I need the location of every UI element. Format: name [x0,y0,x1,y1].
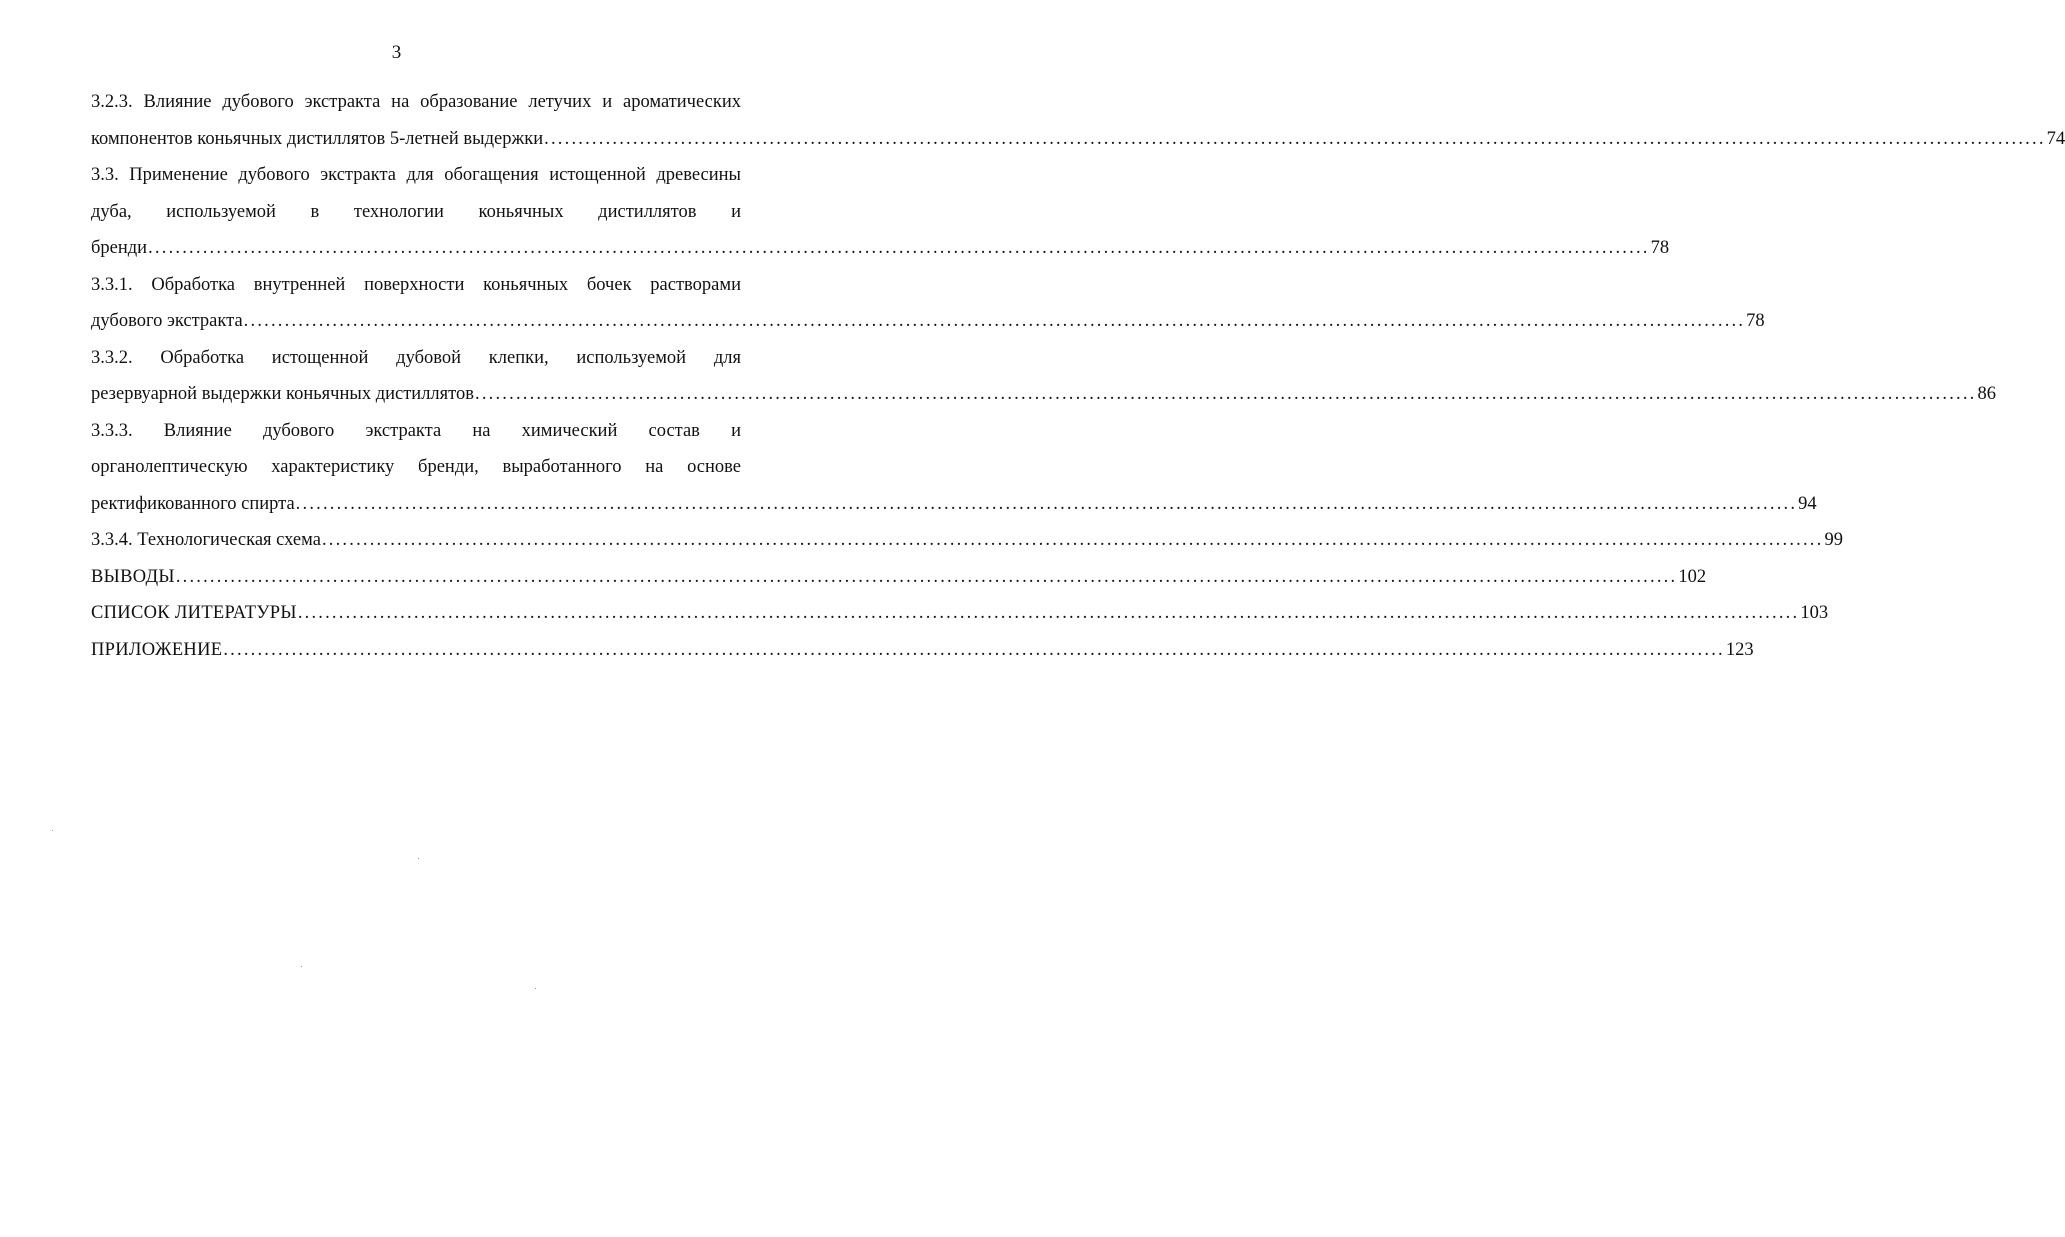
dot-leader: ............................................................................................................................................................................................................................ [243,311,1746,331]
toc-entry-leader-line [91,230,1670,267]
toc-entry-conclusions[interactable] [91,559,1707,596]
toc-entry-leader-line [91,522,1843,559]
toc-entry-text-line: 3.3.2. Обработка истощенной дубовой клепки, используемой для [91,347,741,368]
toc-entry-leader-line [91,376,1996,413]
toc-entry-leader-line [91,559,1707,596]
dot-leader: ............................................................................................................................................................................................................................ [223,639,1725,660]
toc-entry-text-line: 3.2.3. Влияние дубового экстракта на образование летучих и ароматических [91,92,741,112]
toc-entry-3-3[interactable] [91,157,1670,267]
toc-page-ref: 103 [1800,603,1829,623]
toc-entry-3-3-3[interactable] [91,413,1817,523]
dot-leader: ............................................................................................................................................................................................................................ [148,238,1650,258]
toc-page-ref: 102 [1678,566,1707,587]
dot-leader: ............................................................................................................................................................................................................................ [544,128,2046,149]
toc-page-ref: 123 [1725,639,1754,660]
toc-entry-references[interactable] [91,595,1829,632]
toc-entry-text-line: органолептическую характеристику бренди, выработанного на основе [91,457,741,477]
scan-speck [52,830,53,831]
toc-entry-title: компонентов коньячных дистиллятов 5-летней выдержки [91,128,544,149]
toc-entry-leader-line [91,632,1754,669]
toc-page-ref: 99 [1824,530,1843,550]
dot-leader: ............................................................................................................................................................................................................................ [175,566,1678,587]
dot-leader: ............................................................................................................................................................................................................................ [295,493,1798,514]
toc-entry-title: бренди [91,238,148,258]
toc-entry-text-line: 3.3.3. Влияние дубового экстракта на химический состав и [91,420,741,441]
dot-leader: ............................................................................................................................................................................................................................ [297,603,1800,623]
toc-entry-3-2-3[interactable] [91,84,2065,157]
dot-leader: ............................................................................................................................................................................................................................ [321,530,1824,550]
toc-entry-text-line: 3.3. Применение дубового экстракта для обогащения истощенной древесины [91,165,741,185]
toc-entry-leader-line [91,595,1829,632]
toc-entry-title: резервуарной выдержки коньячных дистиллятов [91,384,474,404]
toc-entry-3-3-4[interactable] [91,522,1843,559]
toc-entry-title: ректификованного спирта [91,493,295,514]
toc-entry-title: ВЫВОДЫ [91,566,175,587]
toc-entry-title: 3.3.4. Технологическая схема [91,530,321,550]
toc-entry-title: ПРИЛОЖЕНИЕ [91,639,223,660]
toc-entry-leader-line [91,303,1765,340]
page-number: 3 [391,42,402,63]
toc-entry-title: дубового экстракта [91,311,243,331]
toc-page-ref: 74 [2046,128,2065,149]
toc-entry-title: СПИСОК ЛИТЕРАТУРЫ [91,603,297,623]
scan-speck [301,966,302,967]
toc-page-ref: 94 [1798,493,1817,514]
toc-entry-leader-line [91,486,1817,523]
toc-entry-text-line: 3.3.1. Обработка внутренней поверхности коньячных бочек растворами [91,274,741,295]
toc-entry-appendix[interactable] [91,632,1754,669]
toc-page-ref: 86 [1977,384,1996,404]
toc-entry-leader-line [91,121,2065,158]
toc-page-ref: 78 [1746,311,1765,331]
toc-entry-text-line: дуба, используемой в технологии коньячных дистиллятов и [91,201,741,222]
toc-page-ref: 78 [1650,238,1670,258]
table-of-contents [91,84,2065,668]
dot-leader: ............................................................................................................................................................................................................................ [475,384,1977,404]
toc-entry-3-3-1[interactable] [91,267,1765,340]
scan-speck [418,858,419,859]
toc-entry-3-3-2[interactable] [91,340,1996,413]
scan-speck [535,988,536,989]
